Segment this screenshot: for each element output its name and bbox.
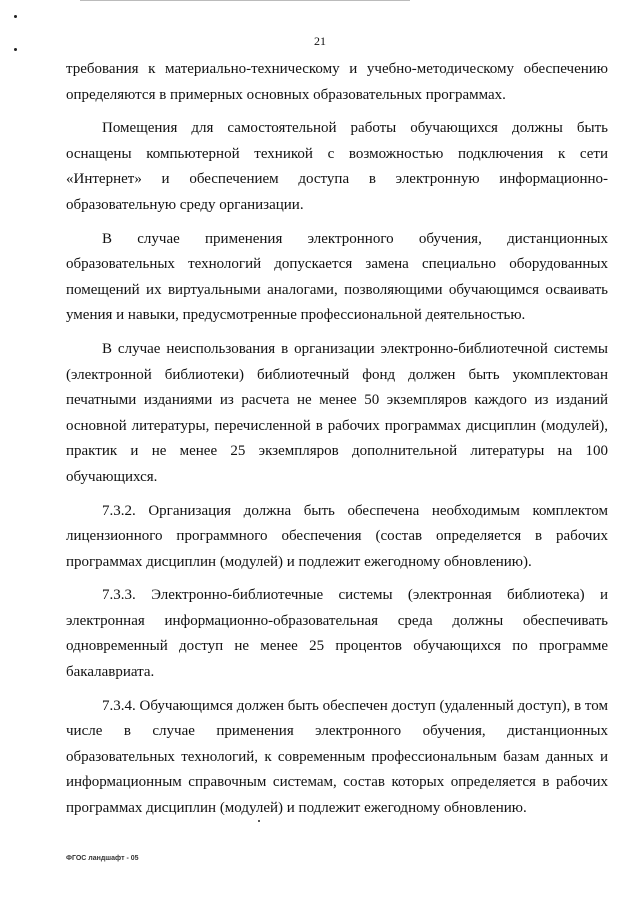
scan-speck (14, 15, 17, 18)
paragraph-library-fund: В случае неиспользования в организации электронно-библиотечной системы (электронной библиотеки) библиотечный фонд должен быть укомплектован печатными изданиями из расчета не менее 50 экземпляров каждого из изданий основной литературы, перечисленной в рабочих программах дисциплин (модулей), практик и не менее 25 экземпляров дополнительной литературы на 100 обучающихся. (66, 340, 608, 485)
paragraph-7-3-4: 7.3.4. Обучающимся должен быть обеспечен доступ (удаленный доступ), в том числе в случае применения электронного обучения, дистанционных образовательных технологий, к современным профессиональным базам данных и информационным справочным системам, состав которых определяется в рабочих программах дисциплин (модулей) и подлежит ежегодному обновлению. (66, 697, 608, 817)
paragraph-7-3-3: 7.3.3. Электронно-библиотечные системы (электронная библиотека) и электронная информационно-образовательная среда должны обеспечивать одновременный доступ не менее 25 процентов обучающихся по программе бакалавриата. (66, 587, 608, 681)
paragraph-continuation: требования к материально-техническому и учебно-методическому обеспечению определяются в примерных основных образовательных программах. (66, 61, 608, 103)
paragraph-7-3-2: 7.3.2. Организация должна быть обеспечена необходимым комплектом лицензионного программного обеспечения (состав определяется в рабочих программах дисциплин (модулей) и подлежит ежегодному обновлению). (66, 502, 608, 570)
paragraph-premises: Помещения для самостоятельной работы обучающихся должны быть оснащены компьютерной техникой с возможностью подключения к сети «Интернет» и обеспечением доступа в электронную информационно-образовательную среду организации. (66, 120, 608, 213)
scan-edge-line (80, 0, 410, 1)
page-number: 21 (314, 34, 326, 48)
document-body (66, 57, 608, 822)
paragraph-e-learning: В случае применения электронного обучения, дистанционных образовательных технологий допускается замена специально оборудованных помещений их виртуальными аналогами, позволяющими обучающимся осваивать умения и навыки, предусмотренные профессиональной деятельностью. (66, 230, 608, 324)
document-footer: ФГОС ландшафт - 05 (66, 855, 139, 862)
